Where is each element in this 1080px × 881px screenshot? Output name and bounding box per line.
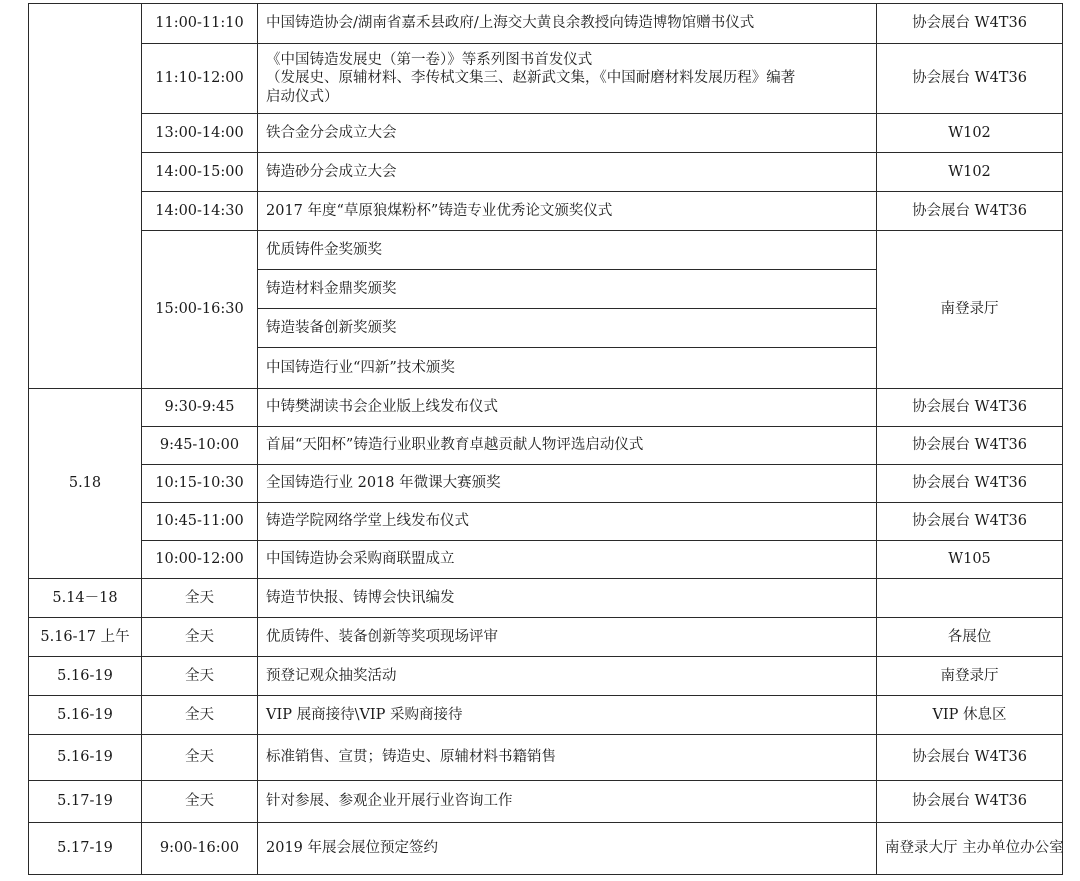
- event-cell: 中国铸造协会采购商联盟成立: [258, 541, 877, 579]
- time-cell: 9:45-10:00: [142, 427, 258, 465]
- time-cell: 10:45-11:00: [142, 503, 258, 541]
- time-cell: 14:00-15:00: [142, 153, 258, 192]
- table-row: [29, 44, 1063, 114]
- event-cell: 铁合金分会成立大会: [258, 114, 877, 153]
- event-line: 《中国铸造发展史（第一卷）》等系列图书首发仪式: [266, 52, 593, 69]
- table-row: [29, 541, 1063, 579]
- event-cell: VIP 展商接待\VIP 采购商接待: [258, 696, 877, 735]
- event-cell: 中铸樊湖读书会企业版上线发布仪式: [258, 389, 877, 427]
- time-cell: 15:00-16:30: [142, 231, 258, 389]
- event-cell: 全国铸造行业 2018 年微课大赛颁奖: [258, 465, 877, 503]
- location-line: 主办单位办公室: [962, 840, 1064, 857]
- location-cell: 南登录厅: [877, 231, 1063, 389]
- table-row: [29, 389, 1063, 427]
- location-cell: 协会展台 W4T36: [877, 44, 1063, 114]
- location-cell: 协会展台 W4T36: [877, 503, 1063, 541]
- table-row: [29, 823, 1063, 875]
- table-row: [29, 618, 1063, 657]
- time-cell: 全天: [142, 579, 258, 618]
- time-cell: 全天: [142, 696, 258, 735]
- location-cell: W102: [877, 153, 1063, 192]
- table-row: [29, 579, 1063, 618]
- table-row: [29, 781, 1063, 823]
- location-cell: 南登录厅: [877, 657, 1063, 696]
- location-cell: 协会展台 W4T36: [877, 427, 1063, 465]
- event-cell: 铸造砂分会成立大会: [258, 153, 877, 192]
- time-cell: 11:10-12:00: [142, 44, 258, 114]
- time-cell: 全天: [142, 657, 258, 696]
- event-cell: 优质铸件金奖颁奖: [258, 231, 877, 270]
- event-line: （发展史、原辅材料、李传栻文集三、赵新武文集，《中国耐磨材料发展历程》编著: [266, 70, 796, 87]
- date-cell: 5.17-19: [29, 823, 142, 875]
- event-cell: 标准销售、宣贯；铸造史、原辅材料书籍销售: [258, 735, 877, 781]
- date-cell: 5.16-19: [29, 657, 142, 696]
- event-cell: 首届“天阳杯”铸造行业职业教育卓越贡献人物评选启动仪式: [258, 427, 877, 465]
- date-cell: 5.14－18: [29, 579, 142, 618]
- event-cell: 铸造节快报、铸博会快讯编发: [258, 579, 877, 618]
- table-row: [29, 153, 1063, 192]
- location-cell: 协会展台 W4T36: [877, 465, 1063, 503]
- time-cell: 11:00-11:10: [142, 4, 258, 44]
- time-cell: 全天: [142, 618, 258, 657]
- location-cell: 协会展台 W4T36: [877, 4, 1063, 44]
- table-row: [29, 735, 1063, 781]
- table-row: [29, 114, 1063, 153]
- location-cell: 各展位: [877, 618, 1063, 657]
- event-cell: [258, 44, 877, 114]
- date-cell: 5.16-19: [29, 696, 142, 735]
- time-cell: 10:15-10:30: [142, 465, 258, 503]
- event-line: 启动仪式）: [266, 88, 339, 105]
- table-row: [29, 503, 1063, 541]
- date-cell: 5.16-19: [29, 735, 142, 781]
- event-cell: 针对参展、参观企业开展行业咨询工作: [258, 781, 877, 823]
- table-row: [29, 465, 1063, 503]
- event-cell: 2017 年度“草原狼煤粉杯”铸造专业优秀论文颁奖仪式: [258, 192, 877, 231]
- location-cell: W102: [877, 114, 1063, 153]
- location-cell: 协会展台 W4T36: [877, 192, 1063, 231]
- table-row: [29, 4, 1063, 44]
- event-cell: 中国铸造行业“四新”技术颁奖: [258, 348, 877, 389]
- event-cell: 铸造装备创新奖颁奖: [258, 309, 877, 348]
- location-cell: VIP 休息区: [877, 696, 1063, 735]
- time-cell: 14:00-14:30: [142, 192, 258, 231]
- table-row: [29, 696, 1063, 735]
- table-row: [29, 231, 1063, 270]
- location-cell: [877, 579, 1063, 618]
- location-cell: [877, 823, 1063, 875]
- time-cell: 10:00-12:00: [142, 541, 258, 579]
- time-cell: 9:30-9:45: [142, 389, 258, 427]
- location-cell: 协会展台 W4T36: [877, 781, 1063, 823]
- time-cell: 全天: [142, 781, 258, 823]
- event-cell: 铸造材料金鼎奖颁奖: [258, 270, 877, 309]
- event-cell: 2019 年展会展位预定签约: [258, 823, 877, 875]
- event-cell: 预登记观众抽奖活动: [258, 657, 877, 696]
- location-cell: W105: [877, 541, 1063, 579]
- date-cell: 5.18: [29, 389, 142, 579]
- location-line: 南登录大厅: [885, 840, 958, 857]
- schedule-table: [28, 3, 1063, 875]
- date-cell: 5.17-19: [29, 781, 142, 823]
- table-row: [29, 657, 1063, 696]
- time-cell: 全天: [142, 735, 258, 781]
- event-cell: 中国铸造协会/湖南省嘉禾县政府/上海交大黄良余教授向铸造博物馆赠书仪式: [258, 4, 877, 44]
- time-cell: 13:00-14:00: [142, 114, 258, 153]
- time-cell: 9:00-16:00: [142, 823, 258, 875]
- date-cell: [29, 4, 142, 389]
- date-cell: 5.16-17 上午: [29, 618, 142, 657]
- location-cell: 协会展台 W4T36: [877, 735, 1063, 781]
- table-row: [29, 192, 1063, 231]
- location-cell: 协会展台 W4T36: [877, 389, 1063, 427]
- event-cell: 铸造学院网络学堂上线发布仪式: [258, 503, 877, 541]
- event-cell: 优质铸件、装备创新等奖项现场评审: [258, 618, 877, 657]
- table-row: [29, 427, 1063, 465]
